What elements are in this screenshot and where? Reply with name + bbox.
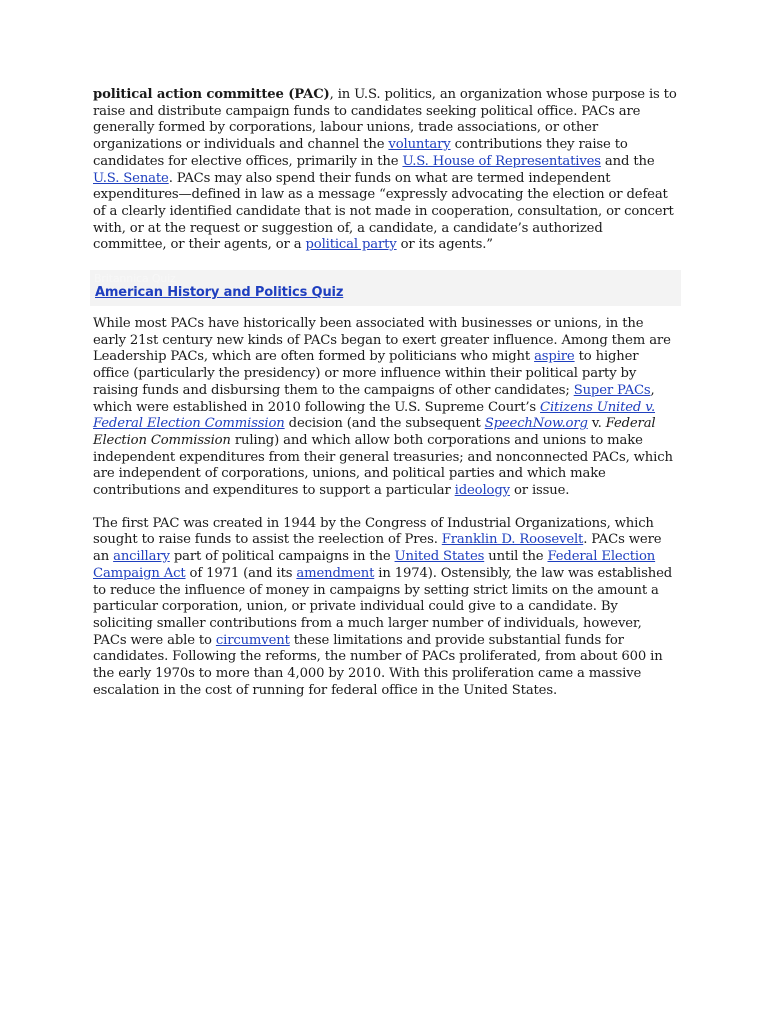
link-united-states[interactable]: United States — [394, 549, 485, 565]
text-run: in 1974). Ostensibly, the law was established to reduce the influence of money in campaigns by setting strict limits on the amount a particular corporation, union, or private individual could give to a candidate. By soliciting smaller contributions from a much larger number of individuals, however, PACs were able to — [93, 565, 673, 648]
text-run: decision (and the subsequent — [284, 416, 485, 432]
link-super-pacs[interactable]: Super PACs — [573, 382, 651, 398]
link-house-of-representatives[interactable]: U.S. House of Representatives — [402, 153, 601, 169]
link-franklin-roosevelt[interactable]: Franklin D. Roosevelt — [441, 532, 584, 548]
quiz-callout — [90, 270, 681, 306]
text-run: . PACs were an — [93, 532, 662, 565]
text-run: of 1971 (and its — [185, 565, 297, 581]
quiz-label: Britannica Quiz — [94, 272, 176, 286]
link-amendment[interactable]: amendment — [296, 565, 375, 581]
text-run: The first PAC was created in 1944 by the Congress of Industrial Organizations, which sought to raise funds to assist the reelection of Pres. — [93, 515, 654, 548]
link-federal-election-campaign-act[interactable]: Federal Election Campaign Act — [93, 549, 656, 581]
text-run: these limitations and provide substantial funds for candidates. Following the reforms, the number of PACs proliferated, from about 600 in the early 1970s to more than 4,000 by 2010. With this proliferation came a massive escalation in the cost of running for federal office in the United States. — [93, 632, 663, 698]
text-run: ruling) and which allow both corporations and unions to make independent expenditures from their general treasuries; and nonconnected PACs, which are independent of corporations, unions, and political parties and which make contributions and expenditures to support a particular — [93, 432, 673, 499]
text-run: part of political campaigns in the — [169, 549, 395, 565]
paragraph-spacer — [93, 500, 678, 516]
link-aspire[interactable]: aspire — [534, 349, 575, 365]
text-run: or its agents.” — [396, 237, 493, 253]
link-circumvent[interactable]: circumvent — [215, 632, 290, 648]
link-ideology[interactable]: ideology — [454, 483, 510, 499]
text-run: to higher office (particularly the presidency) or more influence within their political party by raising funds and disbursing them to the campaigns of other candidates; — [93, 349, 639, 398]
link-political-party[interactable]: political party — [305, 237, 397, 253]
text-run: While most PACs have historically been associated with businesses or unions, in the early 21st century new kinds of PACs began to exert greater influence. Among them are Leadership PACs, which are often formed by politicians who might — [93, 316, 671, 365]
link-speechnow[interactable]: SpeechNow.org — [484, 416, 588, 432]
term-heading: political action committee (PAC) — [93, 87, 330, 102]
quiz-link[interactable]: American History and Politics Quiz — [95, 285, 344, 301]
text-run: v. — [587, 416, 606, 432]
text-run: contributions they raise to candidates for elective offices, primarily in the — [93, 137, 628, 169]
paragraph-history — [93, 516, 678, 700]
text-run: until the — [484, 549, 548, 565]
link-voluntary[interactable]: voluntary — [388, 137, 451, 153]
link-citizens-united[interactable]: Citizens United v. Federal Election Commission — [93, 399, 656, 432]
paragraph-definition — [93, 87, 678, 254]
text-run: and the — [600, 153, 655, 169]
link-ancillary[interactable]: ancillary — [113, 549, 170, 565]
text-run: or issue. — [509, 483, 570, 499]
text-run: , which were established in 2010 following the U.S. Supreme Court’s — [93, 382, 655, 415]
case-name: Federal Election Commission — [93, 416, 656, 448]
text-run: . PACs may also spend their funds on what are termed independent expenditures—defined in law as a message “expressly advocating the election or defeat of a clearly identified candidate that is not made in cooperation, consultation, or concert with, or at the request or suggestion of, a candidate, a candidate’s authorized committee, or their agents, or a — [93, 170, 674, 253]
article-body — [93, 87, 678, 700]
text-run: , in U.S. politics, an organization whose purpose is to raise and distribute campaign funds to candidates seeking political office. PACs are generally formed by corporations, labour unions, trade associations, or other organizations or individuals and channel the — [93, 87, 677, 153]
link-senate[interactable]: U.S. Senate — [93, 170, 169, 186]
paragraph-pac-types — [93, 316, 678, 500]
